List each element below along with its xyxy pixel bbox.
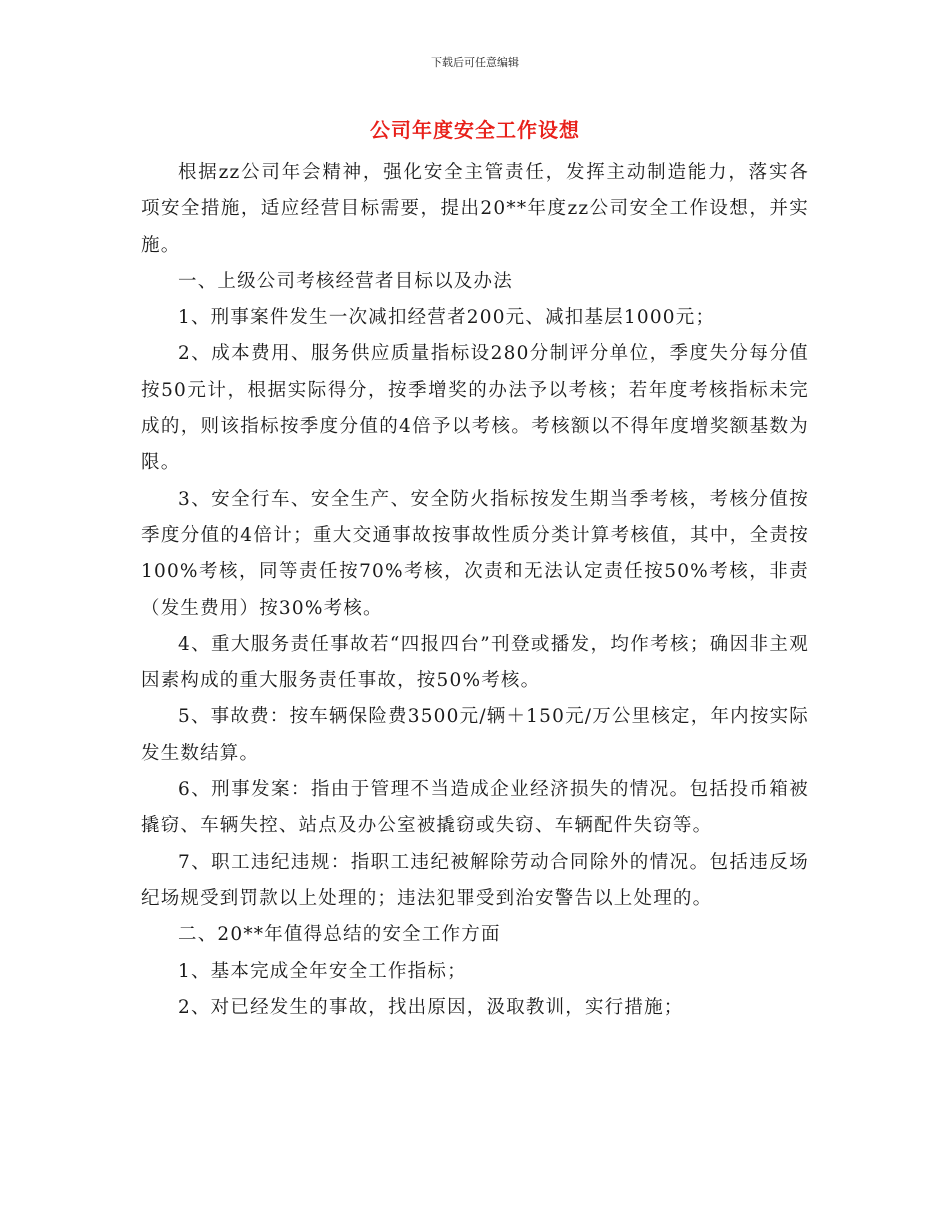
paragraph-intro: 根据zz公司年会精神，强化安全主管责任，发挥主动制造能力，落实各项安全措施，适应经营目标需要，提出20**年度zz公司安全工作设想，并实施。 bbox=[141, 162, 809, 256]
paragraph-item: 1、基本完成全年安全工作指标； bbox=[178, 960, 467, 982]
section-heading-2: 二、20**年值得总结的安全工作方面 bbox=[178, 924, 501, 946]
header-note: 下载后可任意编辑 bbox=[431, 56, 519, 69]
paragraph-item: 7、职工违纪违规：指职工违纪被解除劳动合同除外的情况。包括违反场纪场规受到罚款以上处理的；违法犯罪受到治安警告以上处理的。 bbox=[141, 851, 809, 909]
section-heading-1: 一、上级公司考核经营者目标以及办法 bbox=[178, 270, 513, 292]
paragraph-item: 2、成本费用、服务供应质量指标设280分制评分单位，季度失分每分值按50元计，根据实际得分，按季增奖的办法予以考核；若年度考核指标未完成的，则该指标按季度分值的4倍予以考核。考核额以不得年度增奖额基数为限。 bbox=[141, 343, 809, 474]
paragraph-item: 4、重大服务责任事故若“四报四台”刊登或播发，均作考核；确因非主观因素构成的重大服务责任事故，按50%考核。 bbox=[141, 633, 809, 692]
paragraph-item: 2、对已经发生的事故，找出原因，汲取教训，实行措施； bbox=[178, 996, 684, 1018]
paragraph-item: 5、事故费：按车辆保险费3500元/辆＋150元/万公里核定，年内按实际发生数结算。 bbox=[141, 706, 809, 764]
paragraph-item: 3、安全行车、安全生产、安全防火指标按发生期当季考核，考核分值按季度分值的4倍计；重大交通事故按事故性质分类计算考核值，其中，全责按100%考核，同等责任按70%考核，次责和无法认定责任按50%考核，非责（发生费用）按30%考核。 bbox=[141, 488, 809, 619]
paragraph-item: 6、刑事发案：指由于管理不当造成企业经济损失的情况。包括投币箱被撬窃、车辆失控、站点及办公室被撬窃或失窃、车辆配件失窃等。 bbox=[141, 779, 809, 837]
document-title: 公司年度安全工作设想 bbox=[370, 118, 580, 142]
document-body bbox=[141, 155, 809, 1026]
paragraph-item: 1、刑事案件发生一次减扣经营者200元、减扣基层1000元； bbox=[178, 307, 716, 329]
